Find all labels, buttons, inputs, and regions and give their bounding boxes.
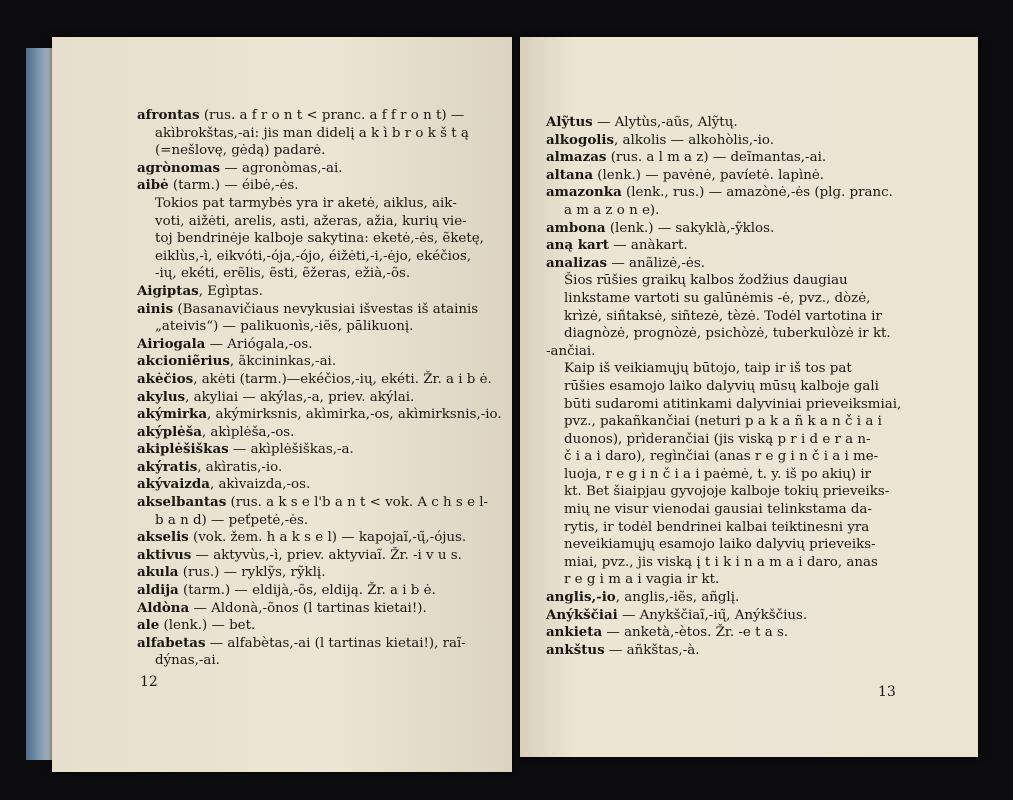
text-line: dýnas,-ai. [155,653,220,669]
text-line: ale (lenk.) — bet. [137,617,256,634]
text-line: (=nešlovę, gėdą) padarė. [155,143,326,159]
text-line: akýplėša, akìplėša,-os. [137,423,295,440]
text-line: pvz., pakañkančiai (neturi p a k a ñ k a n č i a i [564,414,882,430]
text-line: č i a i daro), regìnčiai (anas r e g i n č i a i me- [564,449,879,465]
text-line: toj bendrinėje kalboje sakytina: eketė,-ės, ẽketę, [155,231,484,247]
text-line: ankieta — anketà,-ètos. Žr. -e t a s. [546,624,789,641]
text-line: diagnòzė, prognòzė, psichòzė, tuberkulòzė ir kt. [564,326,891,342]
text-line: Aldòna — Aldonà,-õnos (l tartinas kietai!). [137,599,427,616]
text-line: akėčios, akėti (tarm.)—ekéčios,-ių, ekéti. Žr. a i b ė. [137,370,492,387]
text-line: altana (lenk.) — pavėnė, pavíetė. lapìnė. [546,166,825,183]
text-line: Šios rūšies graikų kalbos žodžius daugiau [564,273,848,289]
page-number-left: 12 [140,674,158,690]
text-line: analizas — anãlizė,-ės. [546,254,705,271]
text-line: kt. Bet šiaipjau gyvojoje kalboje tokių prieveiks- [564,484,890,500]
text-line: aktivus — aktyvùs,-ì, priev. aktyviaĩ. Žr. -i v u s. [137,546,462,563]
text-line: akýratis, akìratis,-io. [137,458,283,475]
text-line: akselbantas (rus. a k s e l'b a n t < vok. A c h s e l- [137,494,489,511]
text-line: ainis (Basanavičiaus nevykusiai išvestas iš atainis [137,300,479,317]
text-line: alfabetas — alfabètas,-ai (l tartinas kietai!), raĩ- [137,634,466,651]
text-line: a m a z o n e). [564,202,660,218]
text-line: akcioniẽrius, ãkcininkas,-ai. [137,353,337,370]
text-line: neveikiamųjų esamojo laiko dalyvių prieveiks- [564,537,876,553]
text-line: akývaizda, akìvaizda,-os. [137,476,311,493]
text-line: alkogolis, alkolis — alkohòlis,-io. [546,131,774,148]
text-line: miai, pvz., jis viską į t i k i n a m a i daro, anas [564,554,878,570]
text-line: luoja, r e g i n č i a i paėmė, t. y. iš po akių) ir [564,466,872,482]
text-line: b a n d) — peťpetė,-ės. [155,512,309,528]
text-line: akiplėšiškas — akìplėšiškas,-a. [137,441,354,458]
text-line: mių ne visur vienodai gausiai telinkstama da- [564,502,872,518]
right-page-text [546,114,931,659]
text-line: linkstame vartoti su galūnėmis -ė, pvz., dòzė, [564,290,871,306]
text-line: rytis, ir todėl bendrinei kalbai teiktinesni yra [564,519,870,535]
page-number-right: 13 [878,684,896,700]
text-line: Airiogala — Ariógala,-os. [137,335,313,352]
left-page-text [137,107,502,670]
text-line: aldija (tarm.) — eldijà,-õs, eldiją. Žr. a i b ė. [137,582,436,599]
text-line: amazonka (lenk., rus.) — amazònė,-ės (plg. pranc. [546,184,893,201]
text-line: aibė (tarm.) — éibė,-ės. [137,177,299,194]
text-line: r e g i m a i vagia ir kt. [564,572,720,588]
text-line: voti, aižėti, arelis, asti, ažeras, ažia, kurių vie- [155,213,467,229]
text-line: akìbrokštas,-ai: jis man didelį a k ì b r o k š t ą [155,125,469,141]
text-line: Tokios pat tarmybės yra ir aketė, aiklus, aik- [155,195,457,211]
text-line: Kaip iš veikiamųjų būtojo, taip ir iš tos pat [564,361,852,377]
text-line: agrònomas — agronòmas,-ai. [137,159,343,176]
text-line: almazas (rus. a l m a z) — deĩmantas,-ai. [546,149,827,166]
text-line: Anýkščiai — Anykščiaĩ,-ių̃, Anýkščius. [546,606,808,623]
text-line: būti sudaromi atitinkami dalyviniai prieveiksmiai, [564,396,902,412]
text-line: akula (rus.) — ryklỹs, rỹklį. [137,564,326,581]
left-page [52,37,512,772]
text-line: anglis,-io, anglis,-iẽs, añglį. [546,589,740,606]
text-line: akýmirka, akýmirksnis, akìmirka,-os, akìmirksnis,-io. [137,406,502,423]
right-page [520,37,978,757]
text-line: afrontas (rus. a f r o n t < pranc. a f f r o n t) — [137,107,465,123]
text-line: akselis (vok. žem. h a k s e l) — kapojaĩ,-ų̃,-ójus. [137,529,467,546]
text-line: akylus, akyliai — akýlas,-a, priev. akýlai. [137,388,415,405]
text-line: „ateivis“) — palikuonìs,-iẽs, pālikuonį. [155,319,414,335]
text-line: krìzė, siñtaksė, siñtezė, tèzė. Todėl vartotina ir [564,308,882,324]
text-line: aną kart — anàkart. [546,237,688,254]
text-line: Alỹtus — Alytùs,-aũs, Alỹtų. [546,114,738,130]
text-line: duonos), prìderančiai (jis viską p r i d e r a n- [564,431,871,447]
text-line: rūšies esamojo laiko dalyvių mūsų kalboje gali [564,378,879,394]
text-line: Aigiptas, Egìptas. [137,282,263,299]
text-line: -ių, ekéti, erẽlis, ẽsti, ẽžeras, ežià,-õs. [155,266,411,282]
text-line: ambona (lenk.) — sakyklà,-ỹklos. [546,219,775,236]
text-line: -ančiai. [546,343,596,359]
text-line: eiklùs,-ì, eikvóti,-ója,-ójo, éižėti,-i,-ėjo, ekéčios, [155,248,472,264]
text-line: ankštus — añkštas,-à. [546,641,700,658]
